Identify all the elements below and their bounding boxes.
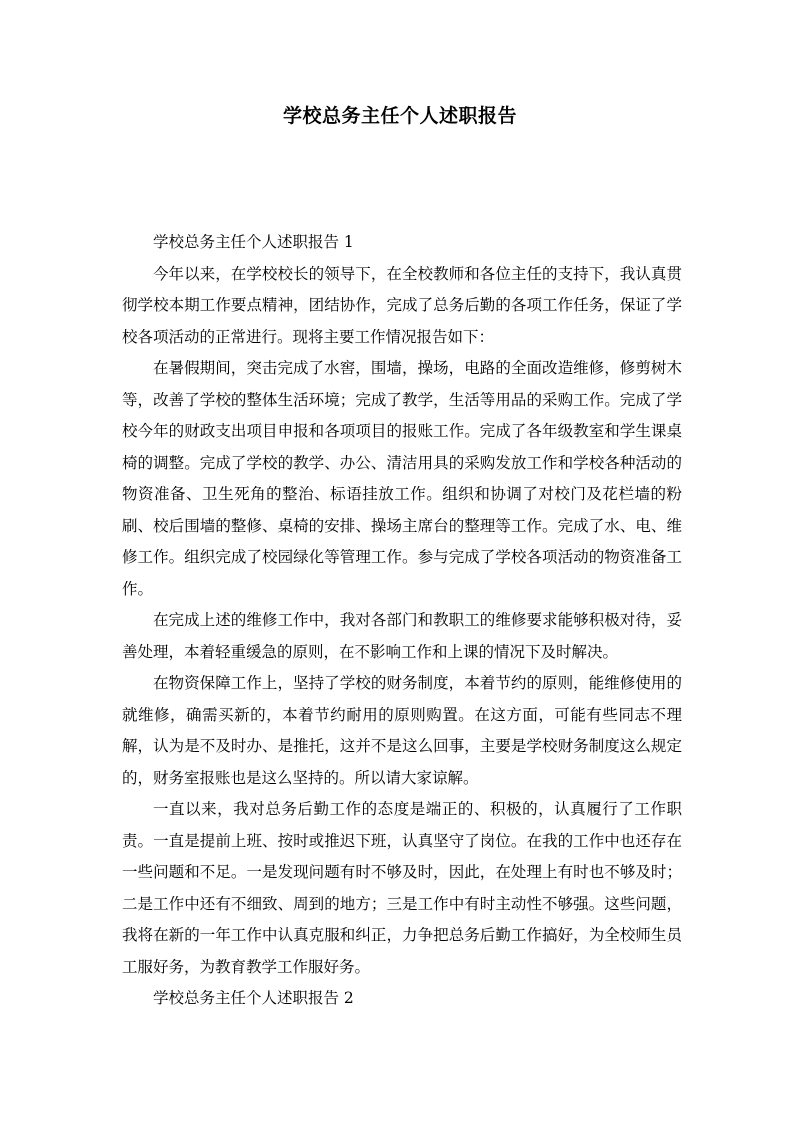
paragraph-supplies: 在物资保障工作上，坚持了学校的财务制度，本着节约的原则，能维修使用的就维修，确需买新的，本着节约耐用的原则购置。在这方面，可能有些同志不理解，认为是不及时办、是推托，这并不是这么回事，主要是学校财务制度这么规定的，财务室报账也是这么坚持的。所以请大家谅解。	[122, 674, 682, 787]
paragraph-maintenance: 在完成上述的维修工作中，我对各部门和教职工的维修要求能够积极对待，妥善处理，本着轻重缓急的原则，在不影响工作和上课的情况下及时解决。	[122, 611, 682, 661]
section-heading-1: 学校总务主任个人述职报告 1	[153, 233, 354, 251]
document-title: 学校总务主任个人述职报告	[282, 105, 517, 127]
section-heading-2: 学校总务主任个人述职报告 2	[153, 989, 354, 1007]
paragraph-intro: 今年以来，在学校校长的领导下，在全校教师和各位主任的支持下，我认真贯彻学校本期工作要点精神，团结协作，完成了总务后勤的各项工作任务，保证了学校各项活动的正常进行。现将主要工作情况报告如下：	[122, 264, 682, 346]
document-body	[122, 227, 682, 1015]
paragraph-attitude: 一直以来，我对总务后勤工作的态度是端正的、积极的，认真履行了工作职责。一直是提前上班、按时或推迟下班，认真坚守了岗位。在我的工作中也还存在一些问题和不足。一是发现问题有时不够及时，因此，在处理上有时也不够及时；二是工作中还有不细致、周到的地方；三是工作中有时主动性不够强。这些问题，我将在新的一年工作中认真克服和纠正，力争把总务后勤工作搞好，为全校师生员工服好务，为教育教学工作服好务。	[122, 800, 682, 976]
paragraph-summer-work: 在暑假期间，突击完成了水窖，围墙，操场，电路的全面改造维修，修剪树木等，改善了学校的整体生活环境；完成了教学，生活等用品的采购工作。完成了学校今年的财政支出项目申报和各项项目的报账工作。完成了各年级教室和学生课桌椅的调整。完成了学校的教学、办公、清洁用具的采购发放工作和学校各种活动的物资准备、卫生死角的整治、标语挂放工作。组织和协调了对校门及花栏墙的粉刷、校后围墙的整修、桌椅的安排、操场主席台的整理等工作。完成了水、电、维修工作。组织完成了校园绿化等管理工作。参与完成了学校各项活动的物资准备工作。	[122, 359, 682, 598]
